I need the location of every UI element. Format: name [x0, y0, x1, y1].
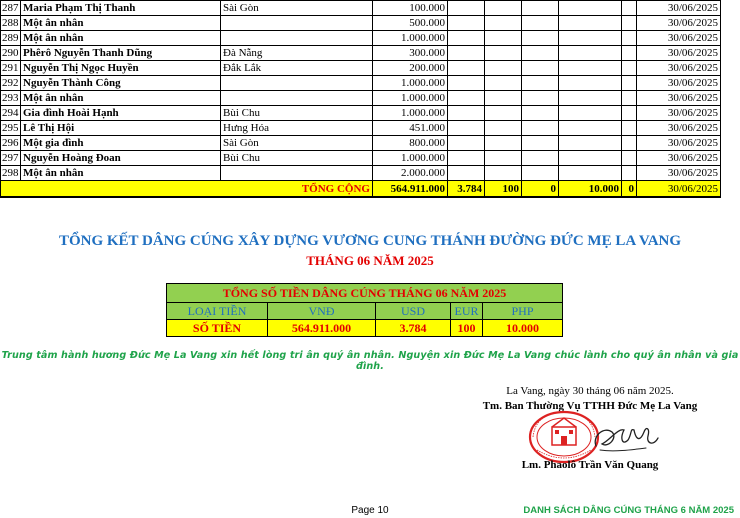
table-row: [1, 1, 721, 16]
donor-name: Một gia đình: [21, 136, 221, 151]
donation-date: 30/06/2025: [637, 76, 721, 91]
amount-other: [622, 61, 637, 76]
table-row: [1, 46, 721, 61]
summary-value-usd: 3.784: [376, 320, 451, 337]
total-php: 10.000: [559, 181, 622, 198]
row-number: 292: [2, 77, 19, 89]
donor-name: Lê Thị Hội: [21, 121, 221, 136]
donor-name: Một ân nhân: [21, 31, 221, 46]
amount-usd: [448, 106, 485, 121]
amount-eur: [485, 16, 522, 31]
donor-place: [221, 31, 373, 46]
amount-vnd: 451.000: [373, 121, 448, 136]
donor-place: Đắk Lắk: [221, 61, 373, 76]
amount-eur: [485, 1, 522, 16]
summary-value-label: SỐ TIỀN: [167, 320, 268, 337]
amount-aud: [522, 91, 559, 106]
donor-name: Phêrô Nguyễn Thanh Dũng: [21, 46, 221, 61]
total-blank: [1, 181, 221, 198]
amount-vnd: 1.000.000: [373, 151, 448, 166]
amount-usd: [448, 121, 485, 136]
donation-date: 30/06/2025: [637, 61, 721, 76]
amount-usd: [448, 1, 485, 16]
amount-vnd: 1.000.000: [373, 31, 448, 46]
summary-subtitle: THÁNG 06 NĂM 2025: [306, 253, 434, 268]
summary-header-type: LOẠI TIỀN: [167, 303, 268, 320]
donor-name: Gia đình Hoài Hạnh: [21, 106, 221, 121]
amount-php: [559, 91, 622, 106]
amount-eur: [485, 91, 522, 106]
donation-date: 30/06/2025: [637, 91, 721, 106]
amount-usd: [448, 76, 485, 91]
amount-php: [559, 136, 622, 151]
summary-header-eur: EUR: [451, 303, 483, 320]
amount-other: [622, 31, 637, 46]
amount-aud: [522, 16, 559, 31]
row-number: 287: [2, 2, 19, 14]
donor-place: Bùi Chu: [221, 106, 373, 121]
amount-other: [622, 76, 637, 91]
row-number: 288: [2, 17, 19, 29]
donation-date: 30/06/2025: [637, 151, 721, 166]
amount-eur: [485, 61, 522, 76]
amount-vnd: 500.000: [373, 16, 448, 31]
amount-aud: [522, 136, 559, 151]
donor-place: [221, 91, 373, 106]
table-row: [1, 31, 721, 46]
total-label: TỔNG CỘNG: [221, 181, 373, 198]
summary-table-caption: TỔNG SỐ TIỀN DÂNG CÚNG THÁNG 06 NĂM 2025: [167, 284, 563, 303]
amount-usd: [448, 61, 485, 76]
amount-php: [559, 121, 622, 136]
donation-date: 30/06/2025: [637, 121, 721, 136]
donation-date: 30/06/2025: [637, 31, 721, 46]
table-row: [1, 136, 721, 151]
donor-name: Một ân nhân: [21, 16, 221, 31]
donor-place: Sài Gòn: [221, 136, 373, 151]
total-date: 30/06/2025: [637, 181, 721, 198]
total-eur: 100: [485, 181, 522, 198]
summary-value-eur: 100: [451, 320, 483, 337]
amount-usd: [448, 136, 485, 151]
amount-other: [622, 151, 637, 166]
donor-name: Một ân nhân: [21, 166, 221, 181]
summary-table: [166, 283, 563, 337]
amount-other: [622, 166, 637, 181]
donor-place: [221, 166, 373, 181]
amount-php: [559, 31, 622, 46]
amount-other: [622, 121, 637, 136]
donor-name: Một ân nhân: [21, 91, 221, 106]
amount-vnd: 300.000: [373, 46, 448, 61]
row-number: 293: [2, 92, 19, 104]
row-number: 298: [2, 167, 19, 179]
amount-eur: [485, 106, 522, 121]
donation-date: 30/06/2025: [637, 106, 721, 121]
donor-name: Nguyễn Hoàng Đoan: [21, 151, 221, 166]
donation-date: 30/06/2025: [637, 46, 721, 61]
row-number: 295: [2, 122, 19, 134]
donor-place: [221, 16, 373, 31]
table-row: [1, 16, 721, 31]
amount-other: [622, 46, 637, 61]
table-row: [1, 106, 721, 121]
amount-aud: [522, 76, 559, 91]
summary-value-php: 10.000: [483, 320, 563, 337]
amount-vnd: 100.000: [373, 1, 448, 16]
summary-header-usd: USD: [376, 303, 451, 320]
row-number: 297: [2, 152, 19, 164]
amount-other: [622, 16, 637, 31]
amount-aud: [522, 121, 559, 136]
summary-header-php: PHP: [483, 303, 563, 320]
donor-place: Hưng Hóa: [221, 121, 373, 136]
total-row: [1, 181, 721, 198]
donor-place: Bùi Chu: [221, 151, 373, 166]
amount-php: [559, 16, 622, 31]
amount-other: [622, 91, 637, 106]
amount-usd: [448, 31, 485, 46]
thank-you-note: Trung tâm hành hương Đức Mẹ La Vang xin hết lòng tri ân quý ân nhân. Nguyện xin Đức Mẹ La Vang chúc lành cho quý ân nhân và gia đình.: [1, 350, 739, 372]
page-number: Page 10: [351, 505, 389, 516]
donation-date: 30/06/2025: [637, 1, 721, 16]
amount-usd: [448, 166, 485, 181]
handwritten-signature-icon: [590, 418, 660, 456]
amount-eur: [485, 46, 522, 61]
total-vnd: 564.911.000: [373, 181, 448, 198]
table-row: [1, 61, 721, 76]
amount-vnd: 800.000: [373, 136, 448, 151]
row-number: 294: [2, 107, 19, 119]
amount-php: [559, 46, 622, 61]
donation-date: 30/06/2025: [637, 136, 721, 151]
amount-vnd: 1.000.000: [373, 91, 448, 106]
total-usd: 3.784: [448, 181, 485, 198]
amount-aud: [522, 166, 559, 181]
table-row: [1, 166, 721, 181]
amount-php: [559, 151, 622, 166]
total-aud: 0: [522, 181, 559, 198]
amount-usd: [448, 46, 485, 61]
table-row: [1, 151, 721, 166]
donor-place: [221, 76, 373, 91]
amount-eur: [485, 31, 522, 46]
amount-eur: [485, 166, 522, 181]
donation-table: [0, 0, 721, 198]
amount-php: [559, 106, 622, 121]
amount-vnd: 2.000.000: [373, 166, 448, 181]
amount-php: [559, 166, 622, 181]
amount-eur: [485, 76, 522, 91]
table-row: [1, 76, 721, 91]
row-number: 289: [2, 32, 19, 44]
amount-other: [622, 106, 637, 121]
row-number: 291: [2, 62, 19, 74]
amount-aud: [522, 46, 559, 61]
row-number: 290: [2, 47, 19, 59]
amount-vnd: 200.000: [373, 61, 448, 76]
summary-header-vnd: VNĐ: [268, 303, 376, 320]
amount-aud: [522, 151, 559, 166]
signature-place-date: La Vang, ngày 30 tháng 06 năm 2025.: [506, 385, 674, 397]
amount-usd: [448, 151, 485, 166]
summary-value-vnd: 564.911.000: [268, 320, 376, 337]
donor-place: Đà Nẵng: [221, 46, 373, 61]
amount-php: [559, 76, 622, 91]
row-number: 296: [2, 137, 19, 149]
amount-aud: [522, 106, 559, 121]
amount-php: [559, 61, 622, 76]
amount-aud: [522, 31, 559, 46]
signature-name: Lm. Phaolô Trần Văn Quang: [521, 459, 659, 471]
footer-title: DANH SÁCH DÂNG CÚNG THÁNG 6 NĂM 2025: [523, 505, 734, 516]
amount-eur: [485, 121, 522, 136]
donor-name: Nguyễn Thành Công: [21, 76, 221, 91]
table-row: [1, 91, 721, 106]
donation-date: 30/06/2025: [637, 166, 721, 181]
amount-vnd: 1.000.000: [373, 76, 448, 91]
signature-organization: Tm. Ban Thường Vụ TTHH Đức Mẹ La Vang: [482, 400, 698, 412]
amount-usd: [448, 91, 485, 106]
table-row: [1, 121, 721, 136]
amount-usd: [448, 16, 485, 31]
amount-other: [622, 1, 637, 16]
summary-title: TỔNG KẾT DÂNG CÚNG XÂY DỰNG VƯƠNG CUNG THÁNH ĐƯỜNG ĐỨC MẸ LA VANG: [58, 233, 682, 249]
total-other: 0: [622, 181, 637, 198]
amount-other: [622, 136, 637, 151]
donation-date: 30/06/2025: [637, 16, 721, 31]
amount-vnd: 1.000.000: [373, 106, 448, 121]
donor-name: Nguyễn Thị Ngọc Huyền: [21, 61, 221, 76]
amount-aud: [522, 61, 559, 76]
amount-aud: [522, 1, 559, 16]
amount-eur: [485, 151, 522, 166]
donor-name: Maria Phạm Thị Thanh: [21, 1, 221, 16]
donor-place: Sài Gòn: [221, 1, 373, 16]
amount-eur: [485, 136, 522, 151]
amount-php: [559, 1, 622, 16]
